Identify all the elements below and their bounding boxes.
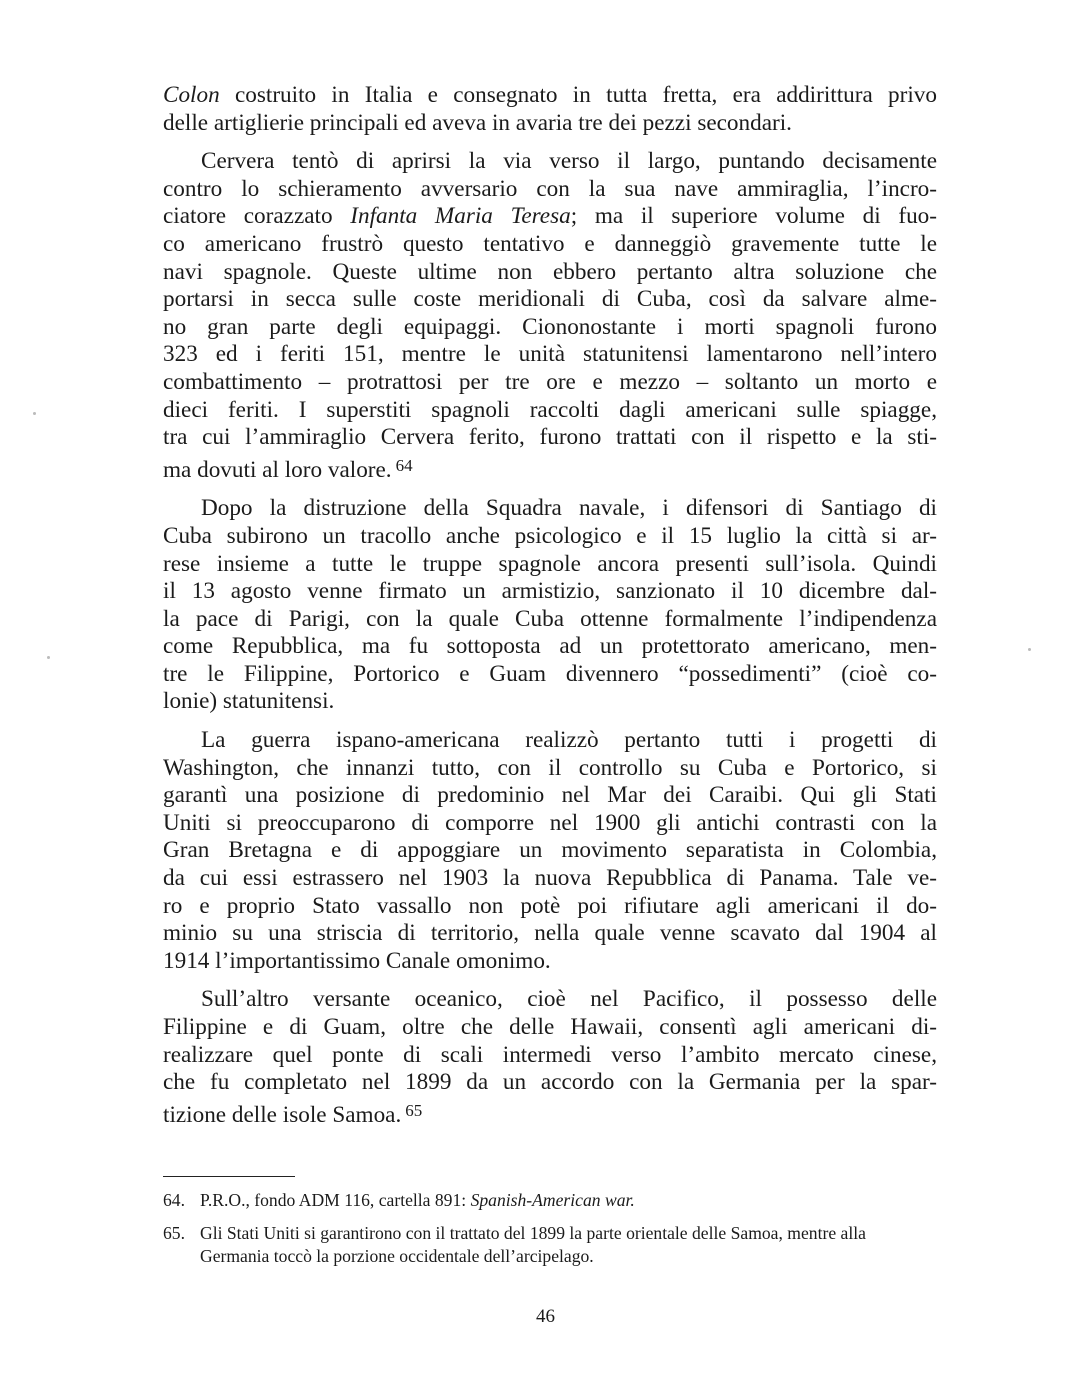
line-text: ma dovuti al loro valore. [163, 456, 392, 483]
text-line [163, 986, 937, 1014]
text-line [163, 688, 937, 716]
text-line [163, 231, 937, 259]
text-line [163, 397, 937, 425]
scan-speck [33, 412, 36, 415]
footnote-body: P.R.O., fondo ADM 116, cartella 891: [200, 1190, 471, 1210]
line-text: contro lo schieramento avversario con la sua nave ammiraglia, l’incro- [163, 175, 937, 202]
paragraph [163, 495, 937, 716]
text-line [163, 1097, 937, 1130]
line-text: dieci feriti. I superstiti spagnoli raccolti dagli americani sulle spiagge, [163, 396, 937, 423]
text-line [163, 82, 937, 110]
line-text: ; ma il superiore volume di fuo- [570, 203, 937, 230]
text-line [163, 578, 937, 606]
text-line [163, 633, 937, 661]
text-line [163, 110, 937, 138]
line-text: costruito in Italia e consegnato in tutta fretta, era addirittura privo [219, 82, 937, 108]
footnote-reference: 65 [405, 1100, 423, 1120]
line-text: Filippine e di Guam, oltre che delle Hawaii, consentì agli americani di- [163, 1014, 937, 1040]
paragraph [163, 148, 937, 484]
line-text: ciatore corazzato [163, 203, 351, 230]
text-line [163, 782, 937, 810]
footnotes [163, 1189, 937, 1278]
text-line [163, 893, 937, 921]
line-text: minio su una striscia di territorio, nella quale venne scavato dal 1904 al [163, 920, 937, 947]
paragraph [163, 727, 937, 975]
text-line [163, 341, 937, 369]
text-line [163, 1042, 937, 1070]
scan-speck [47, 656, 50, 659]
page-number: 46 [536, 1306, 555, 1327]
line-text: delle artiglierie principali ed aveva in avaria tre dei pezzi secondari. [163, 109, 792, 136]
line-text: come Repubblica, ma fu sottoposta ad un protettorato americano, men- [163, 633, 937, 660]
footnote-text [200, 1222, 937, 1269]
footnote-number: 64. [163, 1190, 185, 1210]
footnote-reference: 64 [395, 455, 413, 475]
line-text: Cervera tentò di aprirsi la via verso il largo, puntando decisamente [201, 148, 937, 175]
text-line [163, 810, 937, 838]
scan-speck [1028, 648, 1031, 651]
line-text: 323 ed i feriti 151, mentre le unità statunitensi lamentarono nell’intero [163, 341, 937, 368]
line-text: 1914 l’importantissimo Canale omonimo. [163, 947, 551, 974]
text-line [163, 606, 937, 634]
text-line [163, 259, 937, 287]
line-text: Cuba subirono un tracollo anche psicologico e il 15 luglio la città si ar- [163, 522, 937, 549]
line-text: ro e proprio Stato vassallo non potè poi rifiutare agli americani il do- [163, 892, 937, 919]
footnote-number: 65. [163, 1222, 185, 1243]
line-text: la pace di Parigi, con la quale Cuba ottenne formalmente l’indipendenza [163, 605, 937, 632]
text-line [163, 424, 937, 452]
text-line [163, 948, 937, 976]
line-text: tra cui l’ammiraglio Cervera ferito, furono trattati con il rispetto e la sti- [163, 424, 937, 451]
line-text: tre le Filippine, Portorico e Guam divennero “possedimenti” (cioè co- [163, 660, 937, 687]
main-text [163, 82, 937, 1140]
text-line [163, 148, 937, 176]
line-text: Dopo la distruzione della Squadra navale, i difensori di Santiago di [201, 495, 937, 522]
line-text: Washington, che innanzi tutto, con il controllo su Cuba e Portorico, si [163, 754, 937, 781]
italic-title: Colon [163, 82, 220, 108]
text-line [163, 176, 937, 204]
text-line [163, 314, 937, 342]
text-line [163, 920, 937, 948]
footnote-body: Gli Stati Uniti si garantirono con il trattato del 1899 la parte orientale delle Samoa, mentre alla Germania toccò la porzione occidentale dell’arcipelago. [200, 1222, 866, 1266]
line-text: Sull’altro versante oceanico, cioè nel Pacifico, il possesso delle [201, 986, 937, 1013]
text-line [163, 837, 937, 865]
text-line [163, 369, 937, 397]
footnote-italic: Spanish-American war. [470, 1190, 635, 1210]
text-line [163, 203, 937, 231]
line-text: rese insieme a tutte le truppe spagnole ancora presenti sull’isola. Quindi [163, 550, 937, 577]
line-text: Uniti si preoccuparono di comporre nel 1900 gli antichi contrasti con la [163, 809, 937, 836]
footnote [163, 1222, 937, 1269]
line-text: portarsi in secca sulle coste meridionali di Cuba, così da salvare almе- [163, 286, 937, 313]
line-text: Gran Bretagna e di appoggiare un movimento separatista in Colombia, [163, 837, 937, 864]
paragraph [163, 986, 937, 1129]
line-text: da cui essi estrassero nel 1903 la nuova Repubblica di Panama. Tale ve- [163, 865, 937, 892]
text-line [163, 755, 937, 783]
italic-title: Infanta Maria Teresa [350, 203, 571, 230]
footnote [163, 1189, 937, 1213]
line-text: tizione delle isole Samoa. [163, 1101, 402, 1128]
text-line [163, 727, 937, 755]
text-line [163, 865, 937, 893]
text-line [163, 661, 937, 689]
footnote-separator [163, 1176, 295, 1177]
text-line [163, 551, 937, 579]
line-text: combattimento – protrattosi per tre ore e mezzo – soltanto un morto e [163, 368, 937, 395]
line-text: lonie) statunitensi. [163, 688, 335, 715]
text-line [163, 286, 937, 314]
line-text: co americano frustrò questo tentativo e danneggiò gravemente tutte le [163, 230, 937, 257]
line-text: il 13 agosto venne firmato un armistizio, sanzionato il 10 dicembre dal- [163, 578, 937, 605]
text-line [163, 523, 937, 551]
line-text: navi spagnole. Queste ultime non ebbero pertanto altra soluzione che [163, 258, 937, 285]
text-line [163, 452, 937, 485]
paragraph [163, 82, 937, 137]
footnote-text [200, 1189, 937, 1213]
line-text: garantì una posizione di predominio nel Mar dei Caraibi. Qui gli Stati [163, 782, 937, 809]
text-line [163, 1014, 937, 1042]
text-line [163, 495, 937, 523]
line-text: realizzare quel ponte di scali intermedi verso l’ambito mercato cinese, [163, 1041, 937, 1068]
line-text: che fu completato nel 1899 da un accordo con la Germania per la spar- [163, 1069, 937, 1096]
line-text: no gran parte degli equipaggi. Ciononostante i morti spagnoli furono [163, 313, 937, 340]
line-text: La guerra ispano-americana realizzò pertanto tutti i progetti di [201, 727, 937, 754]
text-line [163, 1069, 937, 1097]
